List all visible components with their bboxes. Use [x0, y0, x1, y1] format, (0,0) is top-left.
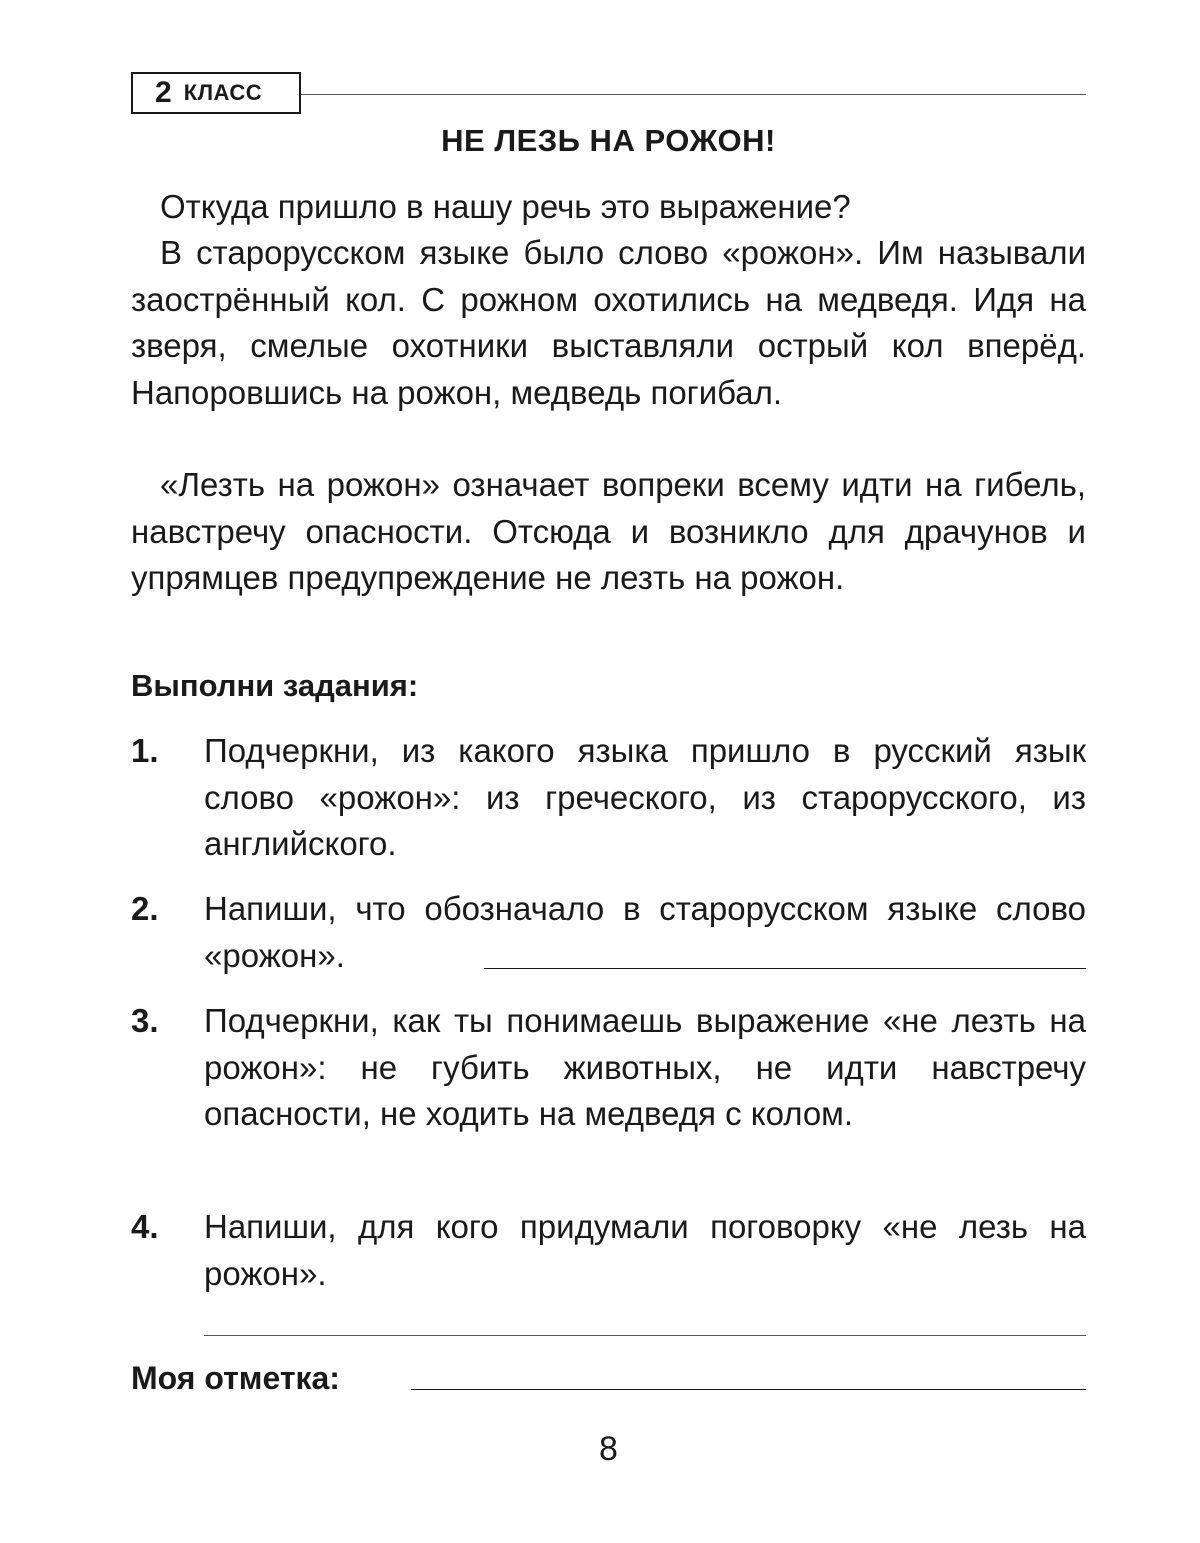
paragraph-2: [131, 230, 1086, 416]
paragraph-3: [131, 462, 1086, 602]
mark-label: Моя отметка:: [131, 1360, 340, 1396]
task-3-text: Подчеркни, как ты понимаешь выражение «не лезть на рожон»: не губить животных, не идти навстречу опасности, не ходить на медведя с колом.: [204, 1002, 1086, 1132]
paragraph-2-text: В старорусском языке было слово «рожон». Им называли заострённый кол. С рожном охотились на медведя. Идя на зверя, смелые охотники выставляли острый кол вперёд. Напоровшись на рожон, медведь погибал.: [131, 234, 1086, 411]
task-2-text: Напиши, что обозначало в старорусском языке слово «рожон».: [204, 890, 1086, 974]
task-3-number: 3.: [131, 1002, 159, 1039]
grade-badge: [131, 72, 301, 114]
task-4-answer-line[interactable]: [204, 1335, 1086, 1336]
page-number: 8: [599, 1430, 618, 1468]
paragraph-3-text: «Лезть на рожон» означает вопреки всему идти на гибель, навстречу опасности. Отсюда и возникло для драчунов и упрямцев предупреждение не лезть на рожон.: [131, 466, 1086, 596]
mark-answer-line[interactable]: [411, 1389, 1086, 1390]
header-divider: [301, 94, 1086, 95]
page-title: НЕ ЛЕЗЬ НА РОЖОН!: [441, 123, 776, 158]
task-4-number: 4.: [131, 1208, 159, 1245]
grade-number: 2: [155, 76, 172, 109]
grade-label: КЛАСС: [183, 80, 263, 105]
task-2-answer-line[interactable]: [484, 968, 1086, 969]
paragraph-1-text: Откуда пришло в нашу речь это выражение?: [160, 188, 851, 225]
tasks-heading: Выполни задания:: [131, 668, 419, 703]
task-2-number: 2.: [131, 890, 159, 927]
task-1-number: 1.: [131, 732, 159, 769]
task-1-text: Подчеркни, из какого языка пришло в русский язык слово «рожон»: из греческого, из старорусского, из английского.: [204, 732, 1086, 862]
paragraph-1: [131, 184, 1086, 231]
task-4-text: Напиши, для кого придумали поговорку «не лезь на рожон».: [204, 1208, 1086, 1292]
